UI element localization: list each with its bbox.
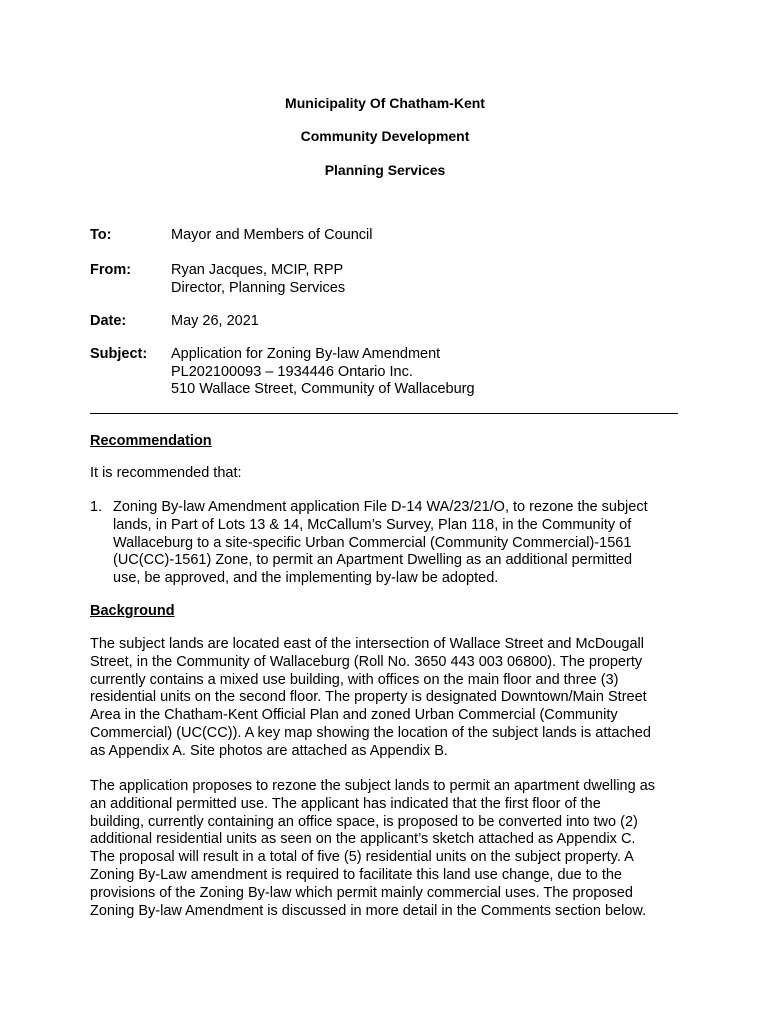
background-line: Zoning By-law Amendment is discussed in more detail in the Comments section below.: [90, 902, 647, 919]
background-line: The proposal will result in a total of five (5) residential units on the subject property. A: [90, 849, 634, 866]
memo-subject-line: 510 Wallace Street, Community of Wallaceburg: [171, 381, 475, 397]
background-heading: Background: [90, 603, 175, 619]
memo-divider: [90, 413, 678, 414]
memo-to-label: To:: [90, 227, 112, 243]
recommendation-intro-text: It is recommended that:: [90, 465, 242, 481]
memo-from-label: From:: [90, 262, 132, 278]
background-line: additional residential units as seen on the applicant’s sketch attached as Appendix C.: [90, 831, 636, 848]
background-line: The application proposes to rezone the subject lands to permit an apartment dwelling as: [90, 778, 656, 794]
background-line: residential units on the second floor. The property is designated Downtown/Main Street: [90, 689, 647, 706]
municipality-title: Municipality Of Chatham-Kent: [285, 95, 485, 111]
recommendation-item-line: (UC(CC)-1561) Zone, to permit an Apartment Dwelling as an additional permitted: [113, 552, 633, 569]
memo-subject-label: Subject:: [90, 346, 148, 362]
recommendation-item-line: use, be approved, and the implementing by-law be adopted.: [113, 570, 499, 587]
memo-date-line: May 26, 2021: [171, 313, 259, 329]
background-line: building, currently containing an office space, is proposed to be converted into two (2): [90, 813, 638, 830]
division-title: Planning Services: [324, 162, 446, 178]
background-line: Zoning By-Law amendment is required to facilitate this land use change, due to the: [90, 866, 622, 883]
memo-to-value: [171, 227, 372, 245]
background-paragraph: [90, 778, 690, 920]
recommendation-item-text: [113, 499, 648, 588]
recommendation-intro: [90, 465, 690, 483]
memo-subject-line: PL202100093 – 1934446 Ontario Inc.: [171, 363, 413, 380]
memo-date-value: [171, 313, 259, 331]
background-line: Commercial) (UC(CC)). A key map showing the location of the subject lands is attached: [90, 724, 651, 741]
memo-subject-line: Application for Zoning By-law Amendment: [171, 346, 441, 362]
memo-from-value: [171, 262, 345, 297]
memo-date-label: Date:: [90, 313, 127, 329]
recommendation-item-line: Wallaceburg to a site-specific Urban Commercial (Community Commercial)-1561: [113, 534, 632, 551]
recommendation-heading: Recommendation: [90, 433, 212, 449]
recommendation-item-line: lands, in Part of Lots 13 & 14, McCallum’s Survey, Plan 118, in the Community of: [113, 516, 632, 533]
background-line: The subject lands are located east of the intersection of Wallace Street and McDougall: [90, 636, 644, 652]
background-line: as Appendix A. Site photos are attached as Appendix B.: [90, 742, 448, 759]
recommendation-item-line: Zoning By-law Amendment application File D-14 WA/23/21/O, to rezone the subject: [113, 499, 648, 515]
memo-from-line: Ryan Jacques, MCIP, RPP: [171, 262, 344, 278]
background-line: provisions of the Zoning By-law which permit mainly commercial uses. The proposed: [90, 884, 633, 901]
background-paragraph: [90, 636, 690, 761]
memo-from-line: Director, Planning Services: [171, 279, 346, 296]
memo-to-line: Mayor and Members of Council: [171, 227, 373, 243]
background-line: Street, in the Community of Wallaceburg (Roll No. 3650 443 003 06800). The property: [90, 653, 643, 670]
department-title: Community Development: [300, 128, 470, 144]
recommendation-item-number: 1.: [90, 499, 103, 515]
background-line: currently contains a mixed use building, with offices on the main floor and three (3): [90, 671, 619, 688]
background-line: an additional permitted use. The applicant has indicated that the first floor of the: [90, 795, 601, 812]
memo-subject-value: [171, 346, 475, 399]
background-line: Area in the Chatham-Kent Official Plan and zoned Urban Commercial (Community: [90, 707, 618, 724]
